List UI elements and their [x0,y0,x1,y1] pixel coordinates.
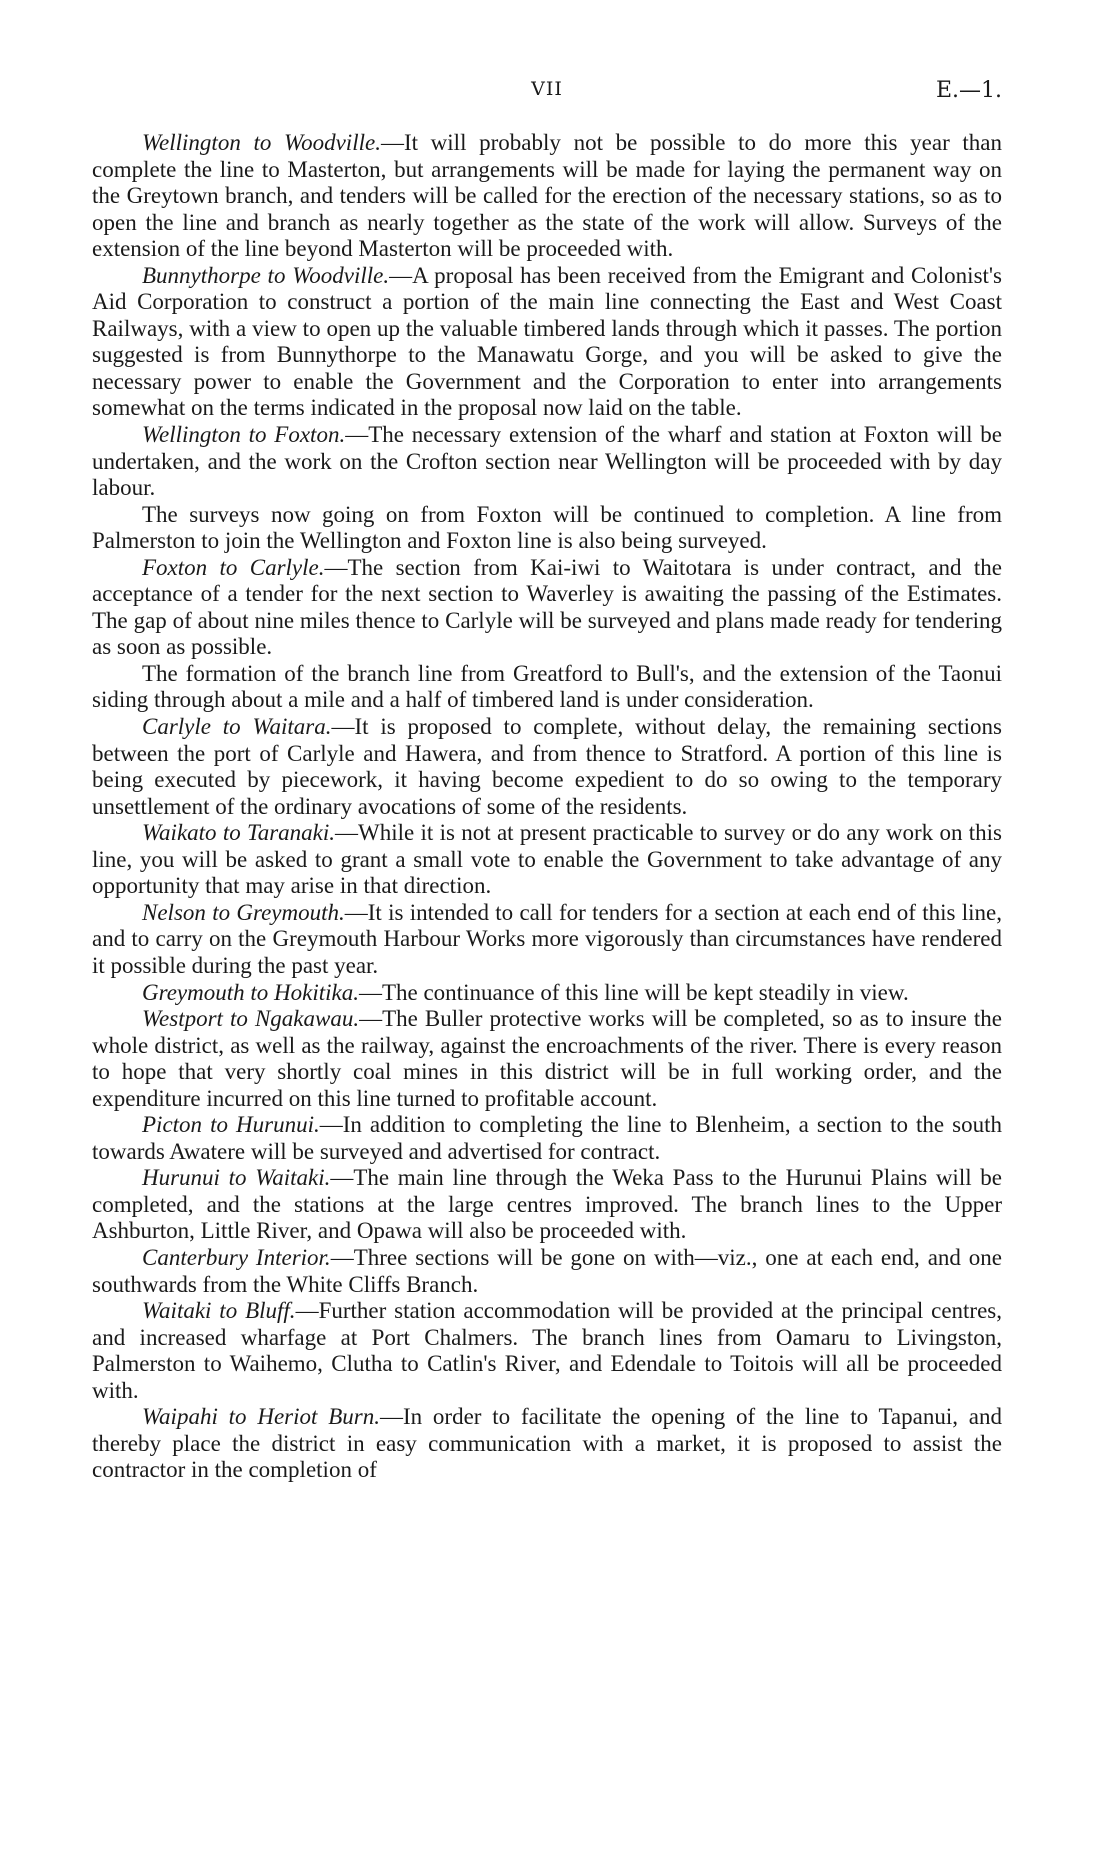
paragraph-text: —Further station accommodation will be provided at the principal centres, and increased wharfage at Port Chalmers. The branch lines from Oamaru to Livingston, Palmerston to Waihemo, Clutha to Catlin's River, and Edendale to Toitois will all be proceeded with. [92,1298,1002,1403]
paragraph-text: —The Buller protective works will be completed, so as to insure the whole district, as well as the railway, against the encroachments of the river. There is every reason to hope that very shortly coal mines in this district will be in full working order, and the expenditure incurred on this line turned to profitable account. [92,1006,1003,1111]
paragraph [92,422,1002,502]
paragraph [92,1298,1002,1404]
section-heading: Wellington to Foxton. [142,422,346,448]
paragraph [92,900,1002,980]
section-heading: Foxton to Carlyle. [142,554,325,580]
section-heading: Waikato to Taranaki. [142,820,336,846]
paragraph-text: —The section from Kai-iwi to Waitotara is under contract, and the acceptance of a tender for the next section to Waverley is awaiting the passing of the Estimates. The gap of about nine miles thence to Carlyle will be surveyed and plans made ready for tendering as soon as possible. [92,554,1002,660]
paragraph [92,820,1002,900]
paragraph-text: —It is proposed to complete, without delay, the remaining sections between the port of Carlyle and Hawera, and from thence to Stratford. A portion of this line is being executed by piecework, it having become expedient to do so owing to the temporary unsettlement of the ordinary avocations of some of the residents. [92,714,1002,819]
section-heading: Wellington to Woodville. [142,130,381,155]
section-heading: Westport to Ngakawau. [142,1006,360,1032]
page-number: VII [531,78,563,100]
paragraph [92,555,1002,661]
paragraph [92,263,1002,422]
section-heading: Picton to Hurunui. [142,1112,320,1138]
section-heading: Bunnythorpe to Woodville. [142,262,390,288]
paragraph [92,661,1002,714]
section-heading: Nelson to Greymouth. [142,899,345,925]
paragraph-text: —The main line through the Weka Pass to the Hurunui Plains will be completed, and the stations at the large centres improved. The branch lines to the Upper Ashburton, Little River, and Opawa will also be proceeded with. [92,1165,1002,1244]
paragraph-text: The formation of the branch line from Greatford to Bull's, and the extension of the Taonui siding through about a mile and a half of timbered land is under consideration. [92,660,1002,713]
paragraph-text: —While it is not at present practicable to survey or do any work on this line, you will be asked to grant a small vote to enable the Government to take advantage of any opportunity that may arise in that direction. [92,820,1002,899]
paragraph [92,1245,1002,1298]
paragraph-text: —The necessary extension of the wharf and station at Foxton will be undertaken, and the work on the Crofton section near Wellington will be proceeded with by day labour. [92,422,1002,501]
paragraph-text: —Three sections will be gone on with—viz., one at each end, and one southwards from the White Cliffs Branch. [92,1244,1002,1297]
paragraph [92,130,1002,263]
paragraph [92,1006,1002,1112]
section-heading: Waitaki to Bluff. [142,1298,296,1324]
paragraph [92,1404,1002,1484]
paragraph [92,502,1002,555]
paragraph-text: —It will probably not be possible to do more this year than complete the line to Masterton, but arrangements will be made for laying the permanent way on the Greytown branch, and tenders will be called for the erection of the necessary stations, so as to open the line and branch as nearly together as the state of the work will allow. Surveys of the extension of the line beyond Masterton will be proceeded with. [92,130,1003,262]
page-header [92,78,1002,108]
paragraph [92,714,1002,820]
body-text [92,130,1002,1484]
paragraph-text: —The continuance of this line will be kept steadily in view. [358,979,909,1005]
paragraph-text: —It is intended to call for tenders for a section at each end of this line, and to carry on the Greymouth Harbour Works more vigorously than circumstances have rendered it possible during the past year. [92,899,1002,978]
paragraph-text: The surveys now going on from Foxton will be continued to completion. A line from Palmerston to join the Wellington and Foxton line is also being surveyed. [92,501,1002,554]
section-heading: Carlyle to Waitara. [142,714,332,740]
paragraph-text: —A proposal has been received from the Emigrant and Colonist's Aid Corporation to construct a portion of the main line connecting the East and West Coast Railways, with a view to open up the valuable timbered lands through which it passes. The portion suggested is from Bunnythorpe to the Manawatu Gorge, and you will be asked to give the necessary power to enable the Government and the Corporation to enter into arrangements somewhat on the terms indicated in the proposal now laid on the table. [92,262,1002,421]
paragraph [92,1112,1002,1165]
document-reference: E.—1. [935,78,1002,103]
section-heading: Hurunui to Waitaki. [142,1165,331,1191]
section-heading: Waipahi to Heriot Burn. [142,1404,380,1430]
paragraph [92,1165,1002,1245]
paragraph-text: —In addition to completing the line to Blenheim, a section to the south towards Awatere will be surveyed and advertised for contract. [92,1112,1002,1164]
section-heading: Canterbury Interior. [142,1244,331,1270]
paragraph-text: —In order to facilitate the opening of the line to Tapanui, and thereby place the district in easy communication with a market, it is proposed to assist the contractor in the completion of [92,1404,1002,1483]
paragraph [92,980,1002,1007]
section-heading: Greymouth to Hokitika. [142,979,359,1005]
